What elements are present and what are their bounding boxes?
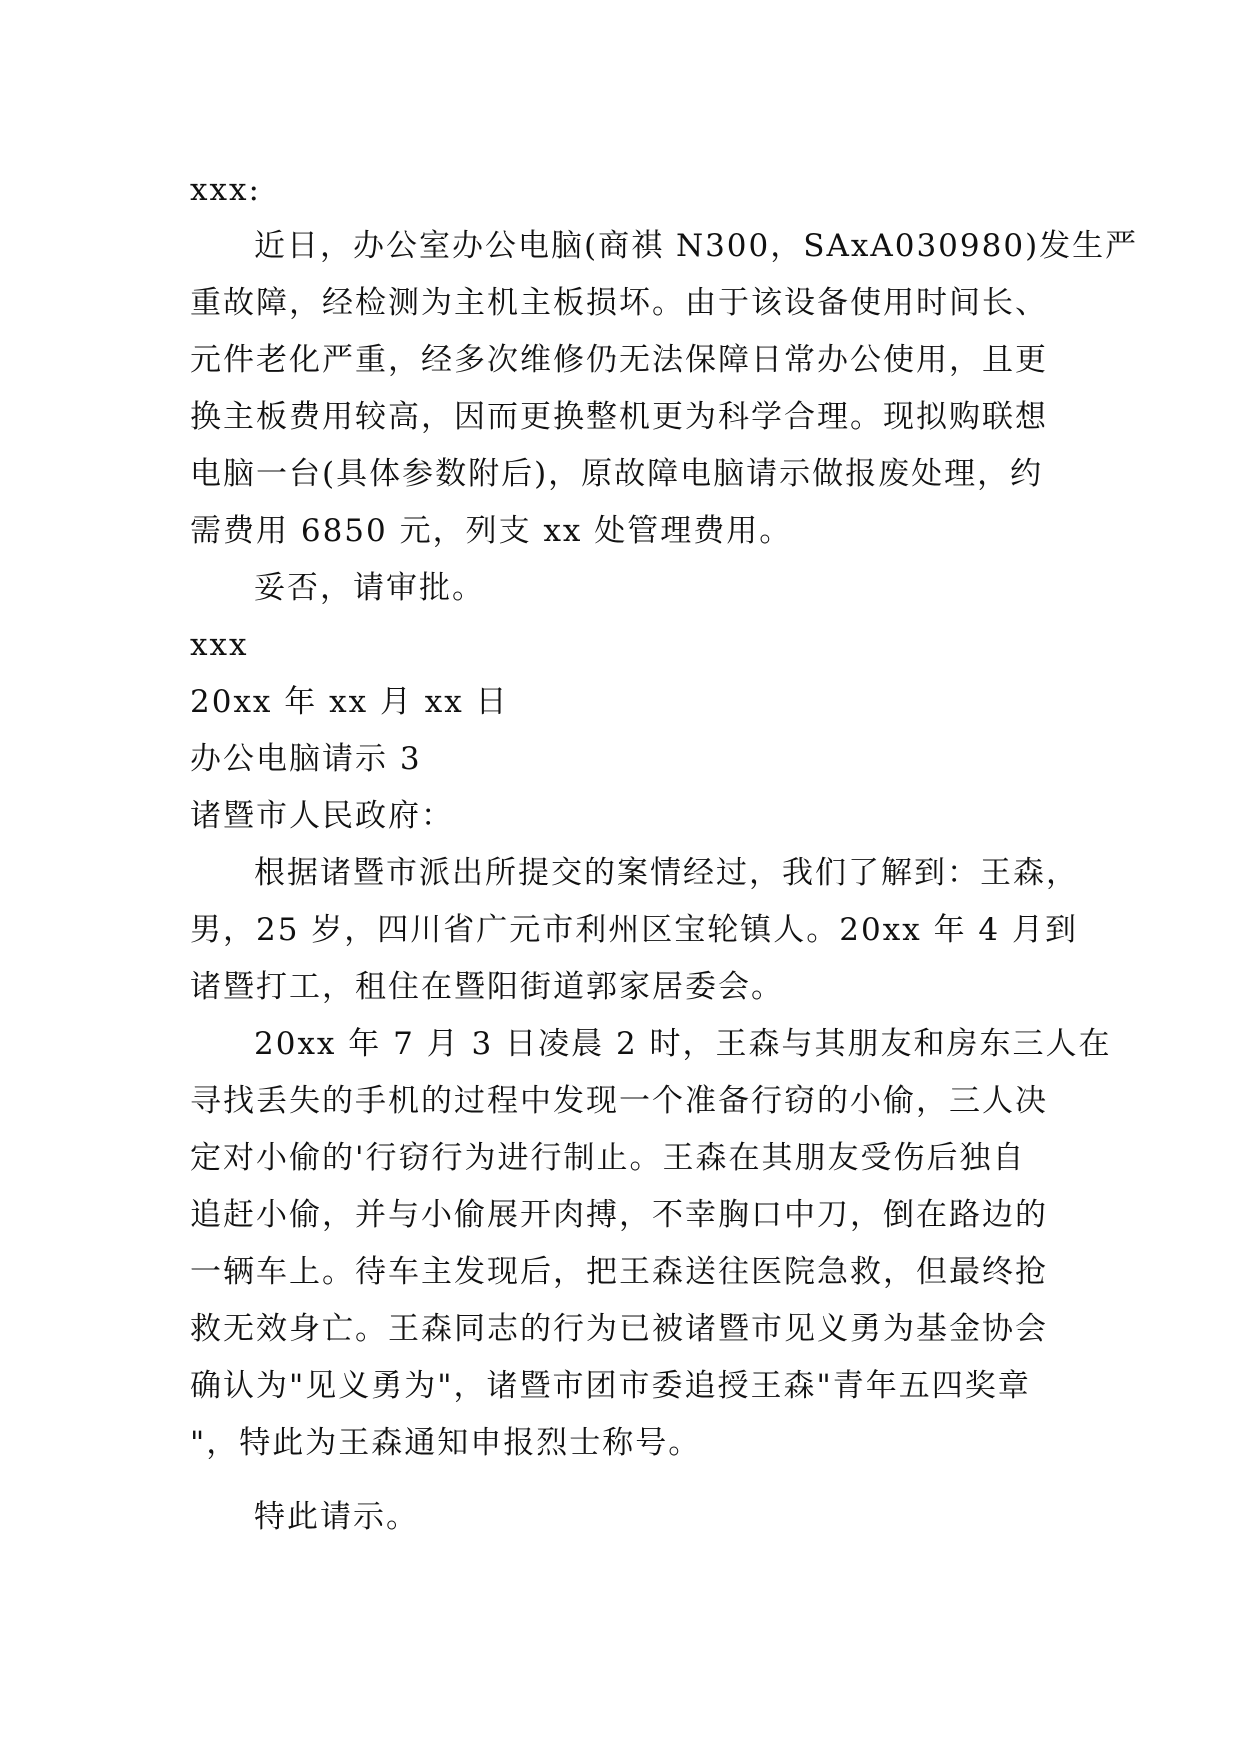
letter1-body-line: 近日，办公室办公电脑(商祺 N300，SAxA030980)发生严 [254, 228, 1139, 264]
letter2-paragraph1-line: 男，25 岁，四川省广元市利州区宝轮镇人。20xx 年 4 月到 [190, 912, 1078, 948]
letter1-body-line: 需费用 6850 元，列支 xx 处管理费用。 [190, 513, 793, 549]
letter1-body-line: 元件老化严重，经多次维修仍无法保障日常办公使用，且更 [190, 342, 1048, 378]
letter2-heading: 办公电脑请示 3 [190, 741, 422, 777]
letter2-paragraph1-line: 根据诸暨市派出所提交的案情经过，我们了解到：王森， [254, 855, 1079, 891]
letter1-body-line: 重故障，经检测为主机主板损坏。由于该设备使用时间长、 [190, 285, 1048, 321]
letter2-paragraph2-line: 寻找丢失的手机的过程中发现一个准备行窃的小偷，三人决 [190, 1083, 1048, 1119]
letter1-body-line: 电脑一台(具体参数附后)，原故障电脑请示做报废处理，约 [190, 456, 1044, 492]
letter2-paragraph2-line: 追赶小偷，并与小偷展开肉搏，不幸胸口中刀，倒在路边的 [190, 1197, 1048, 1233]
letter2-paragraph2-line: 救无效身亡。王森同志的行为已被诸暨市见义勇为基金协会 [190, 1311, 1048, 1347]
letter2-salutation: 诸暨市人民政府： [190, 798, 454, 834]
letter2-paragraph2-line: "，特此为王森通知申报烈士称号。 [190, 1425, 702, 1461]
letter1-closing: 妥否，请审批。 [254, 570, 485, 606]
letter2-closing: 特此请示。 [254, 1499, 419, 1535]
letter1-salutation: xxx: [190, 172, 261, 208]
letter1-signature: xxx [190, 627, 249, 663]
letter2-paragraph1-line: 诸暨打工，租住在暨阳街道郭家居委会。 [190, 969, 784, 1005]
letter2-paragraph2-line: 确认为"见义勇为"，诸暨市团市委追授王森"青年五四奖章 [190, 1368, 1031, 1404]
letter1-body-line: 换主板费用较高，因而更换整机更为科学合理。现拟购联想 [190, 399, 1048, 435]
letter2-paragraph2-line: 定对小偷的'行窃行为进行制止。王森在其朋友受伤后独自 [190, 1140, 1026, 1176]
letter2-paragraph2-line: 一辆车上。待车主发现后，把王森送往医院急救，但最终抢 [190, 1254, 1048, 1290]
letter1-date: 20xx 年 xx 月 xx 日 [190, 684, 509, 720]
letter2-paragraph2-line: 20xx 年 7 月 3 日凌晨 2 时，王森与其朋友和房东三人在 [254, 1026, 1112, 1062]
